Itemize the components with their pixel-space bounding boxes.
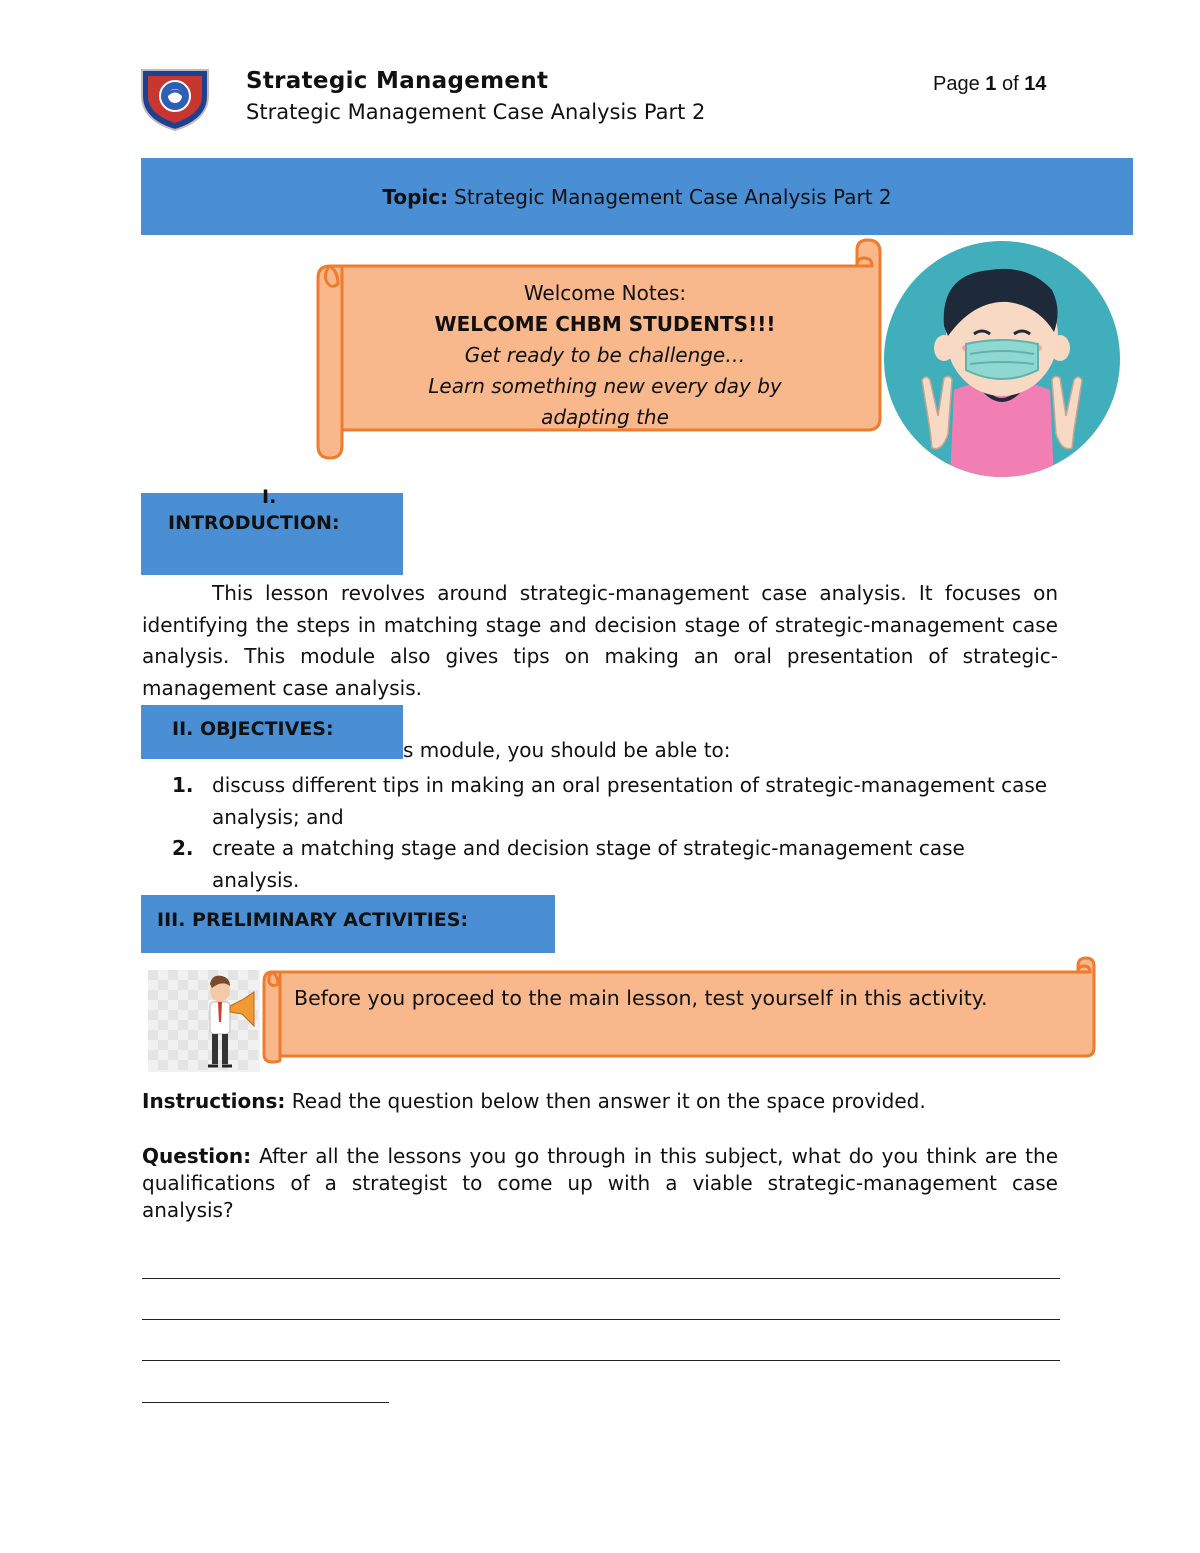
objectives-heading: II. OBJECTIVES: (172, 718, 334, 740)
page-indicator (933, 73, 1046, 96)
list-item-text: create a matching stage and decision stage of strategic-management case analysis. (212, 836, 965, 892)
question-text: After all the lessons you go through in this subject, what do you think are the qualifications of a strategist to come up with a viable strategic-management case analysis? (142, 1144, 1058, 1222)
preliminary-note: Before you proceed to the main lesson, test yourself in this activity. (294, 986, 988, 1010)
topic-label: Topic: (382, 184, 449, 209)
answer-line[interactable] (142, 1360, 1060, 1361)
instructions (142, 1088, 1058, 1115)
topic-value: Strategic Management Case Analysis Part 2 (454, 184, 892, 209)
page-of: of (996, 73, 1025, 95)
welcome-line-2: Learn something new every day by (428, 374, 782, 398)
introduction-number: I. (262, 486, 277, 508)
list-item-number: 2. (172, 836, 194, 860)
answer-line[interactable] (142, 1402, 389, 1403)
page-current: 1 (985, 73, 997, 95)
preliminary-heading: III. PRELIMINARY ACTIVITIES: (157, 909, 469, 931)
instructions-text: Read the question below then answer it on the space provided. (285, 1089, 926, 1113)
welcome-notes (330, 278, 880, 433)
list-item-text: discuss different tips in making an oral presentation of strategic-management case analysis; and (212, 773, 1048, 829)
page-prefix: Page (933, 73, 986, 95)
welcome-headline: WELCOME CHBM STUDENTS!!! (434, 312, 776, 336)
question (142, 1143, 1058, 1224)
welcome-line-1: Get ready to be challenge… (464, 343, 746, 367)
instructions-label: Instructions: (142, 1089, 286, 1113)
objectives-list (172, 770, 1052, 896)
answer-line[interactable] (142, 1319, 1060, 1320)
objectives-lead: s module, you should be able to: (403, 738, 731, 762)
course-title: Strategic Management (246, 68, 549, 94)
list-item (172, 770, 1052, 833)
answer-line[interactable] (142, 1278, 1060, 1279)
welcome-line-3: adapting the (541, 405, 669, 429)
introduction-text: This lesson revolves around strategic-management case analysis. It focuses on identifying the steps in matching stage and decision stage of strategic-management case analysis. This module also gives tips on making an oral presentation of strategic-management case analysis. (142, 581, 1058, 700)
list-item (172, 833, 1052, 896)
page-total: 14 (1024, 73, 1047, 95)
question-label: Question: (142, 1144, 252, 1168)
topic-banner (141, 158, 1133, 235)
introduction-paragraph (142, 578, 1058, 704)
document-subtitle: Strategic Management Case Analysis Part 2 (246, 100, 706, 124)
megaphone-man-icon (148, 970, 260, 1072)
introduction-heading: INTRODUCTION: (168, 512, 340, 534)
list-item-number: 1. (172, 773, 194, 797)
school-seal-icon (138, 66, 212, 132)
welcome-title: Welcome Notes: (523, 281, 687, 305)
masked-student-icon (878, 240, 1126, 478)
